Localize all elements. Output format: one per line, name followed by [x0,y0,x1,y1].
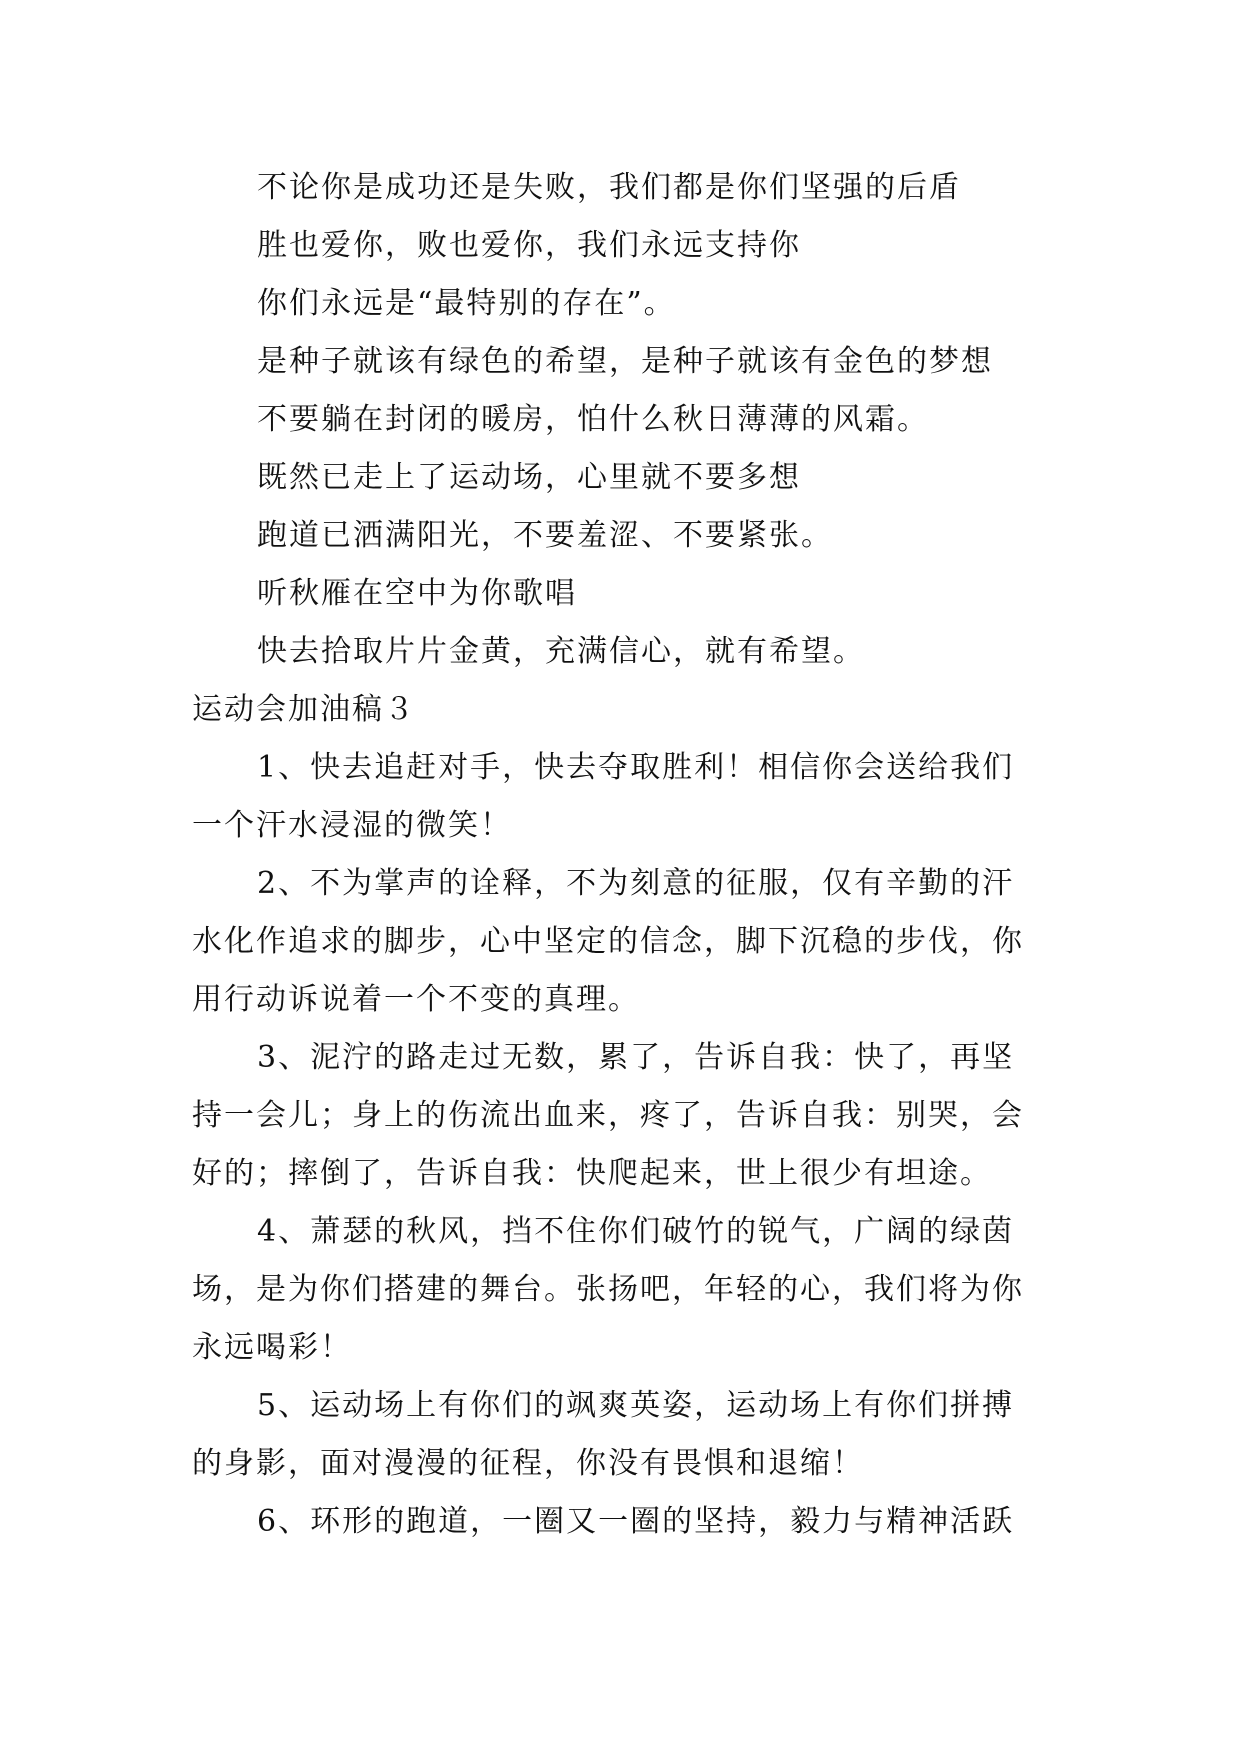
text-line: 不要躺在封闭的暖房，怕什么秋日薄薄的风霜。 [257,402,929,437]
text-line: 6、环形的跑道，一圈又一圈的坚持，毅力与精神活跃 [257,1504,1015,1539]
text-line: 2、不为掌声的诠释，不为刻意的征服，仅有辛勤的汗 [257,866,1015,901]
text-line: 永远喝彩！ [192,1330,352,1365]
text-line: 5、运动场上有你们的飒爽英姿，运动场上有你们拼搏 [257,1388,1015,1423]
text-line: 用行动诉说着一个不变的真理。 [192,982,640,1017]
text-line: 3、泥泞的路走过无数，累了，告诉自我：快了，再坚 [257,1040,1015,1075]
text-line: 1、快去追赶对手，快去夺取胜利！相信你会送给我们 [257,750,1015,785]
text-line: 听秋雁在空中为你歌唱 [257,576,577,611]
text-line: 4、萧瑟的秋风，挡不住你们破竹的锐气，广阔的绿茵 [257,1214,1015,1249]
text-line: 你们永远是“最特别的存在”。 [257,286,676,321]
text-line: 是种子就该有绿色的希望，是种子就该有金色的梦想 [257,344,993,379]
text-line: 既然已走上了运动场，心里就不要多想 [257,460,801,495]
text-line: 的身影，面对漫漫的征程，你没有畏惧和退缩！ [192,1446,864,1481]
text-line: 胜也爱你，败也爱你，我们永远支持你 [257,228,801,263]
text-line: 好的；摔倒了，告诉自我：快爬起来，世上很少有坦途。 [192,1156,992,1191]
text-line: 跑道已洒满阳光，不要羞涩、不要紧张。 [257,518,833,553]
text-line: 不论你是成功还是失败，我们都是你们坚强的后盾 [257,170,961,205]
text-line: 一个汗水浸湿的微笑！ [192,808,512,843]
text-line: 持一会儿；身上的伤流出血来，疼了，告诉自我：别哭，会 [192,1098,1024,1133]
section-heading: 运动会加油稿３ [192,692,416,727]
text-line: 场，是为你们搭建的舞台。张扬吧，年轻的心，我们将为你 [192,1272,1024,1307]
text-line: 快去拾取片片金黄，充满信心，就有希望。 [257,634,865,669]
text-line: 水化作追求的脚步，心中坚定的信念，脚下沉稳的步伐，你 [192,924,1024,959]
